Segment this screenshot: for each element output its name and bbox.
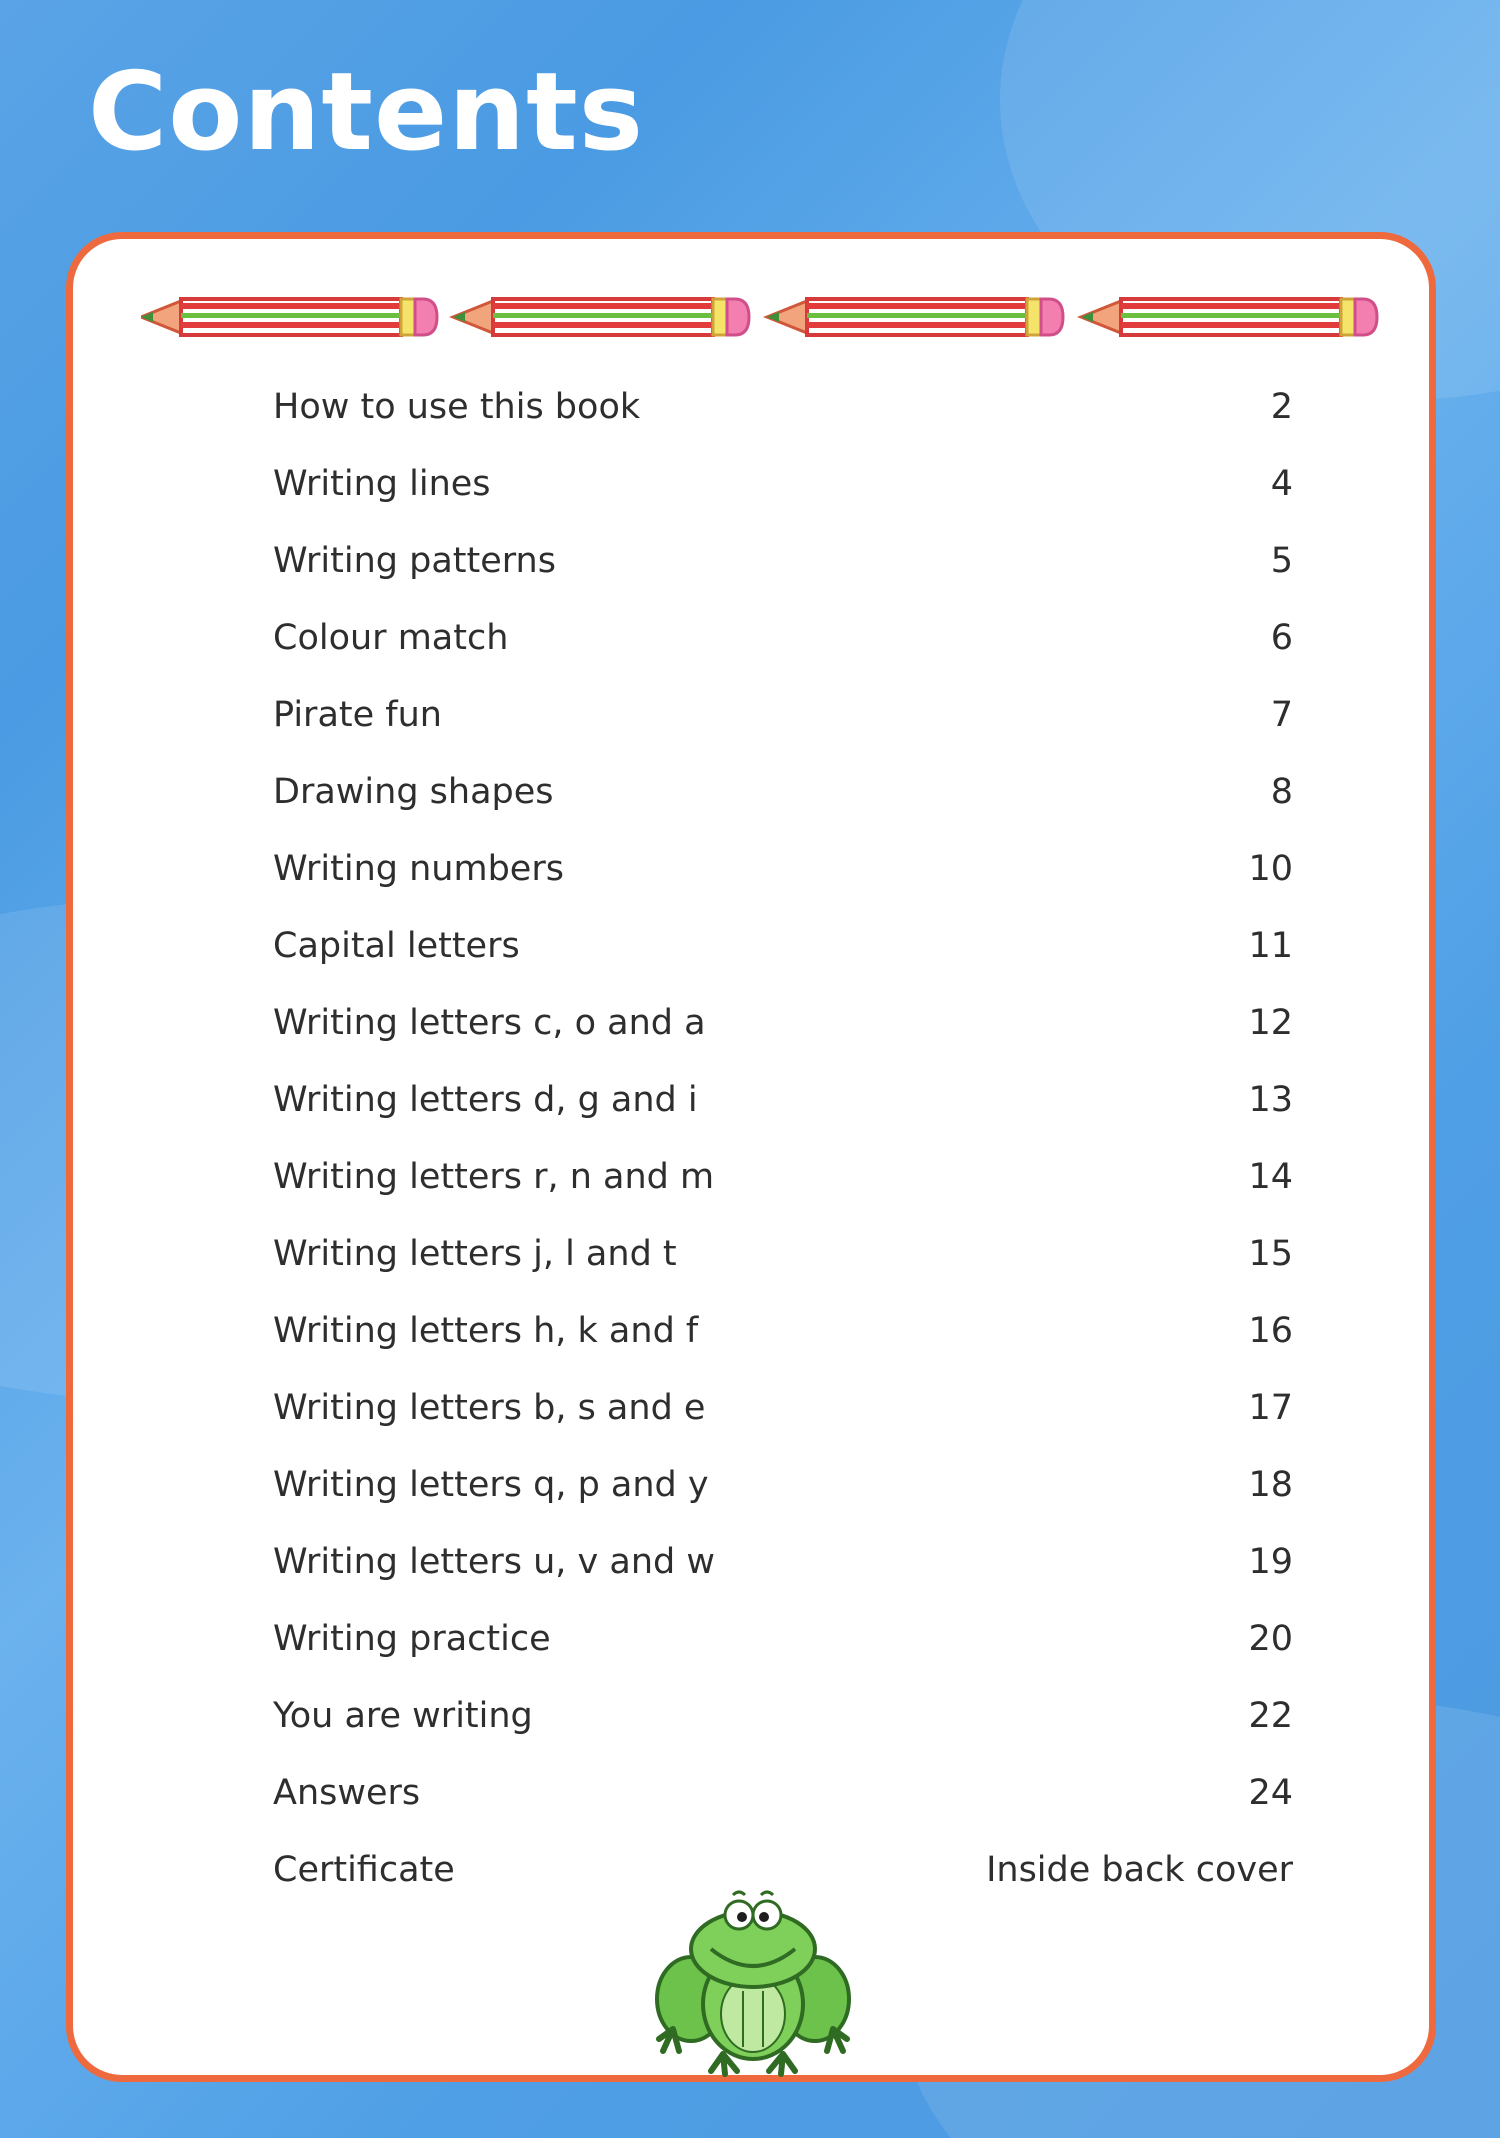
toc-entry-title: Writing letters c, o and a [273, 1003, 706, 1043]
pencil-icon [141, 299, 437, 335]
toc-entry[interactable] [273, 1455, 1293, 1515]
toc-entry-title: You are writing [273, 1696, 533, 1736]
toc-entry[interactable] [273, 839, 1293, 899]
toc-entry-title: Writing letters b, s and e [273, 1388, 706, 1428]
toc-entry-title: Writing patterns [273, 541, 556, 581]
toc-entry-page: 7 [1270, 695, 1293, 735]
toc-entry[interactable] [273, 1532, 1293, 1592]
toc-entry-title: Writing letters d, g and i [273, 1080, 698, 1120]
toc-entry-page: 18 [1248, 1465, 1293, 1505]
toc-entry[interactable] [273, 1686, 1293, 1746]
pencil-icon [767, 299, 1063, 335]
toc-entry-page: 14 [1248, 1157, 1293, 1197]
toc-entry-title: Writing letters q, p and y [273, 1465, 709, 1505]
toc-entry-title: Capital letters [273, 926, 520, 966]
toc-entry-page: 5 [1270, 541, 1293, 581]
toc-entry[interactable] [273, 685, 1293, 745]
toc-entry-title: Writing letters r, n and m [273, 1157, 715, 1197]
toc-entry[interactable] [273, 1763, 1293, 1823]
page-title: Contents [88, 50, 645, 175]
toc-entry[interactable] [273, 993, 1293, 1053]
toc-entry-page: 17 [1248, 1388, 1293, 1428]
toc-entry-page: 19 [1248, 1542, 1293, 1582]
toc-entry[interactable] [273, 1070, 1293, 1130]
toc-entry-page: 6 [1270, 618, 1293, 658]
toc-entry-title: Writing letters u, v and w [273, 1542, 715, 1582]
pencil-row [141, 287, 1381, 347]
toc-entry-title: Certificate [273, 1850, 455, 1890]
toc-entry-title: Writing practice [273, 1619, 551, 1659]
frog-icon [653, 1879, 853, 2079]
toc-entry-page: 2 [1270, 387, 1293, 427]
toc-entry[interactable] [273, 916, 1293, 976]
toc-entry-page: 24 [1248, 1773, 1293, 1813]
toc-entry-page: 10 [1248, 849, 1293, 889]
toc-entry-title: How to use this book [273, 387, 641, 427]
toc-entry-title: Colour match [273, 618, 509, 658]
toc-entry-title: Pirate fun [273, 695, 442, 735]
toc-entry[interactable] [273, 762, 1293, 822]
toc-entry[interactable] [273, 1224, 1293, 1284]
toc-entry[interactable] [273, 1301, 1293, 1361]
toc-entry-page: 20 [1248, 1619, 1293, 1659]
toc-entry[interactable] [273, 1147, 1293, 1207]
toc-entry[interactable] [273, 531, 1293, 591]
toc-entry-title: Answers [273, 1773, 421, 1813]
contents-panel [66, 232, 1436, 2082]
toc-entry-page: 11 [1248, 926, 1293, 966]
toc-entry-title: Writing numbers [273, 849, 564, 889]
toc-entry-page: 4 [1270, 464, 1293, 504]
toc-entry-page: 13 [1248, 1080, 1293, 1120]
toc-entry[interactable] [273, 608, 1293, 668]
toc-entry[interactable] [273, 1609, 1293, 1669]
toc-entry-page: 15 [1248, 1234, 1293, 1274]
toc-entry-page: 16 [1248, 1311, 1293, 1351]
toc-entry[interactable] [273, 454, 1293, 514]
toc-entry[interactable] [273, 1378, 1293, 1438]
toc-entry[interactable] [273, 377, 1293, 437]
toc-entry-page: 22 [1248, 1696, 1293, 1736]
toc-entry-page: Inside back cover [986, 1850, 1293, 1890]
toc-entry-page: 8 [1270, 772, 1293, 812]
toc-entry-title: Writing letters j, l and t [273, 1234, 677, 1274]
pencil-icon [453, 299, 749, 335]
toc-entry-title: Writing letters h, k and f [273, 1311, 699, 1351]
toc-entry-title: Drawing shapes [273, 772, 554, 812]
pencil-icon [1081, 299, 1377, 335]
toc-entry-page: 12 [1248, 1003, 1293, 1043]
toc-entry-title: Writing lines [273, 464, 491, 504]
